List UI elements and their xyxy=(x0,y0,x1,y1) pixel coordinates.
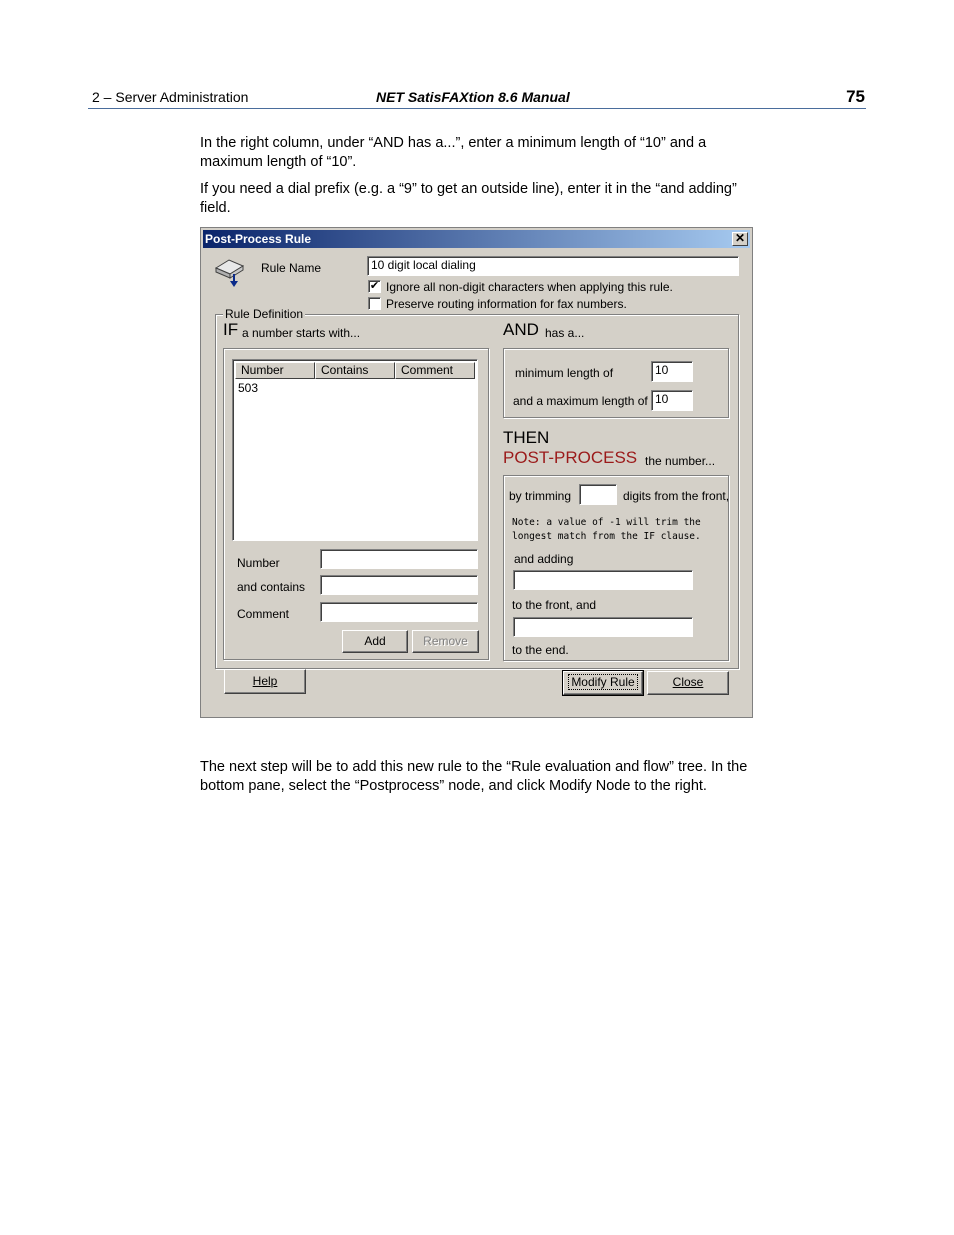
and-adding-label: and adding xyxy=(514,552,574,566)
end-suffix-input[interactable] xyxy=(513,617,693,637)
contains-input[interactable] xyxy=(320,575,478,595)
postprocess-heading: POST-PROCESS xyxy=(503,448,638,467)
rule-book-icon xyxy=(213,256,247,288)
comment-input[interactable] xyxy=(320,602,478,622)
rule-name-input[interactable]: 10 digit local dialing xyxy=(367,256,739,276)
section-title: 2 – Server Administration xyxy=(92,89,249,105)
number-input[interactable] xyxy=(320,549,478,569)
then-heading: THEN xyxy=(503,428,550,447)
front-prefix-input[interactable] xyxy=(513,570,693,590)
column-comment[interactable]: Comment xyxy=(395,362,475,379)
close-icon[interactable]: ✕ xyxy=(732,232,748,246)
modify-rule-button[interactable] xyxy=(563,671,643,695)
ignore-nondigit-checkbox[interactable]: ✔ xyxy=(369,280,380,292)
comment-label: Comment xyxy=(237,607,290,621)
page-number: 75 xyxy=(846,87,865,106)
rule-definition-label: Rule Definition xyxy=(225,307,304,321)
trim-input[interactable] xyxy=(579,484,617,505)
close-button-label: Close xyxy=(672,675,704,689)
contains-label: and contains xyxy=(237,580,306,594)
to-front-label: to the front, and xyxy=(512,598,597,612)
ignore-nondigit-label: Ignore all non-digit characters when applying this rule. xyxy=(386,280,673,294)
trim-label-after: digits from the front, xyxy=(623,489,730,503)
post-process-rule-dialog xyxy=(200,227,753,718)
rule-name-label: Rule Name xyxy=(261,261,322,275)
min-length-input[interactable]: 10 xyxy=(651,361,693,382)
paragraph-1: In the right column, under “AND has a...”, enter a minimum length of “10” and a maximum length of “10”. xyxy=(200,135,707,170)
and-subtext: has a... xyxy=(545,326,585,340)
max-length-label: and a maximum length of xyxy=(513,394,648,408)
paragraph-2: If you need a dial prefix (e.g. a “9” to get an outside line), enter it in the “and adding” field. xyxy=(200,181,737,216)
table-row[interactable]: 503 xyxy=(238,381,259,395)
note-line-1: Note: a value of -1 will trim the xyxy=(512,517,701,528)
paragraph-3: The next step will be to add this new rule to the “Rule evaluation and flow” tree. In the bottom pane, select the “Postprocess” node, and click Modify Node to the right. xyxy=(200,759,748,794)
postprocess-subtext: the number... xyxy=(645,454,716,468)
dialog-title: Post-Process Rule xyxy=(205,232,312,246)
column-contains[interactable]: Contains xyxy=(315,362,395,379)
if-heading: IF xyxy=(223,320,239,339)
modify-rule-label: Modify Rule xyxy=(568,674,637,690)
min-length-label: minimum length of xyxy=(515,366,614,380)
page-header xyxy=(88,88,866,109)
close-button[interactable] xyxy=(647,671,729,695)
dialog-titlebar xyxy=(203,230,750,248)
column-number[interactable]: Number xyxy=(235,362,315,379)
manual-title: NET SatisFAXtion 8.6 Manual xyxy=(376,89,570,105)
max-length-input[interactable]: 10 xyxy=(651,390,693,411)
remove-button[interactable]: Remove xyxy=(412,630,479,653)
add-button[interactable]: Add xyxy=(342,630,408,653)
help-button[interactable] xyxy=(224,669,306,694)
number-label: Number xyxy=(237,556,280,570)
preserve-routing-label: Preserve routing information for fax numbers. xyxy=(386,297,627,311)
to-end-label: to the end. xyxy=(512,643,569,657)
help-button-label: Help xyxy=(252,674,278,688)
prefix-list[interactable] xyxy=(232,359,478,541)
trim-label-before: by trimming xyxy=(509,489,572,503)
and-heading: AND xyxy=(503,320,539,339)
if-subtext: a number starts with... xyxy=(242,326,361,340)
note-line-2: longest match from the IF clause. xyxy=(512,531,701,542)
preserve-routing-checkbox[interactable] xyxy=(368,297,381,310)
